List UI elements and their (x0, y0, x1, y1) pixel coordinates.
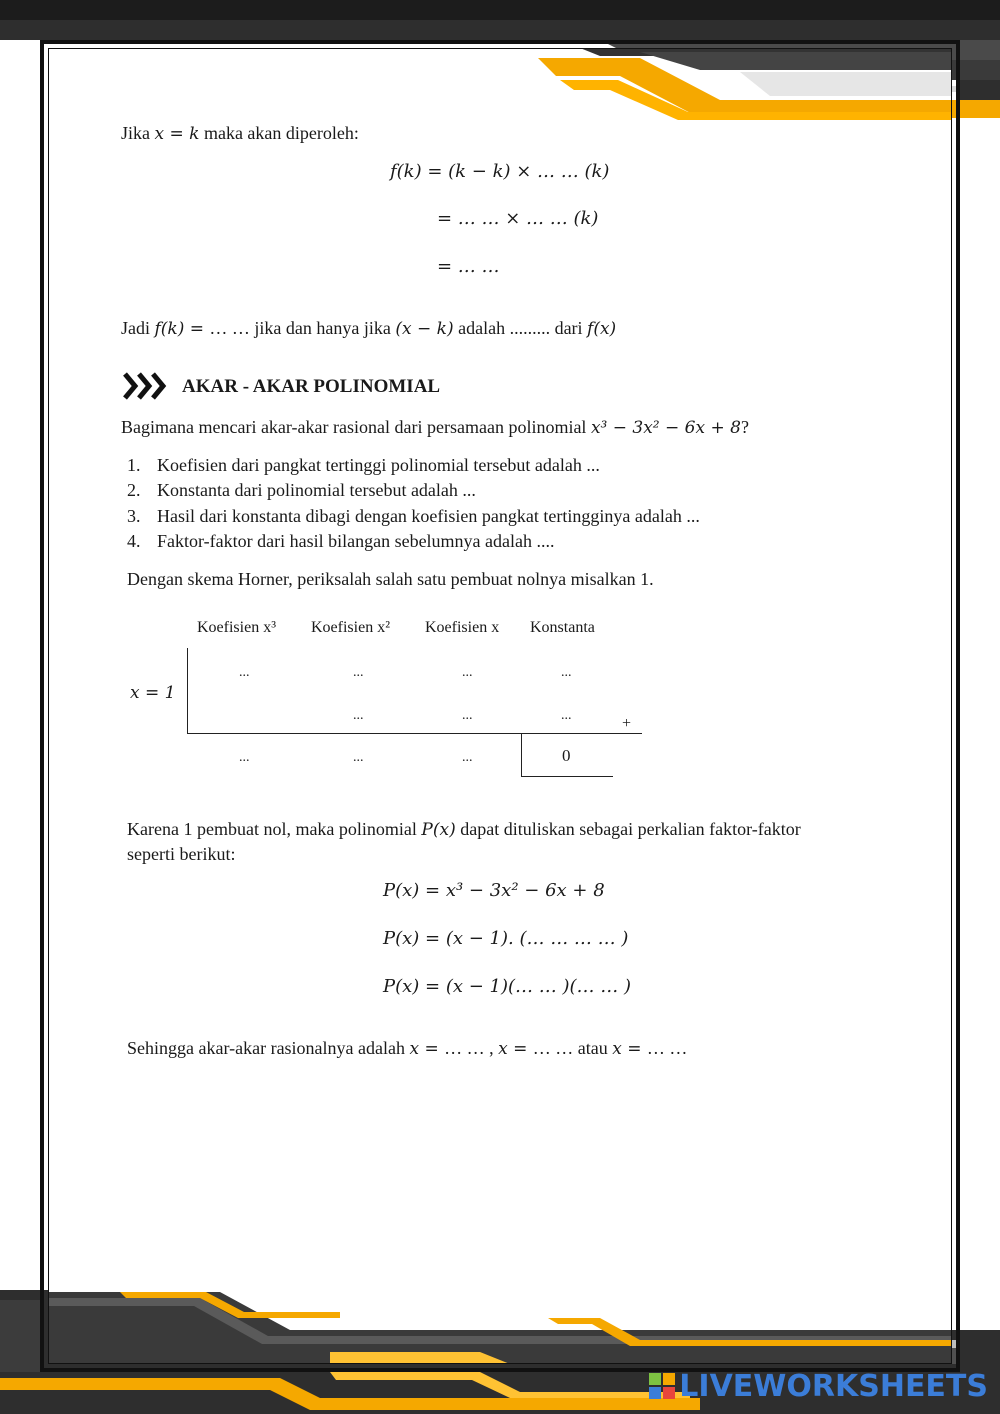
equation-px-3: P(x) = (x − 1)(… … )(… … ) (383, 976, 631, 997)
final-math-x2: x = (498, 1039, 533, 1059)
list-item-text: Faktor-faktor dari hasil bilangan sebelumnya adalah .... (157, 531, 555, 551)
conclusion-mid: adalah ......... dari (453, 318, 588, 338)
list-item-text: Koefisien dari pangkat tertinggi polinomial tersebut adalah ... (157, 455, 600, 475)
question-pre: Bagimana mencari akar-akar rasional dari persamaan polinomial (121, 417, 591, 437)
list-item-number: 3. (127, 506, 141, 526)
liveworksheets-logo-icon (649, 1373, 675, 1399)
list-item (127, 479, 476, 501)
final-math-x3: x = (612, 1039, 647, 1059)
final-line (127, 1037, 687, 1060)
final-blank-1[interactable]: … … , (444, 1038, 499, 1058)
horner-intro: Dengan skema Horner, periksalah salah satu pembuat nolnya misalkan 1. (127, 569, 654, 589)
horner-row1-cell[interactable]: ... (561, 665, 572, 680)
conclusion-math-fk: f(k) = (154, 319, 210, 339)
equation-px-2: P(x) = (x − 1). (… … … … ) (383, 928, 629, 949)
list-item (127, 454, 600, 476)
liveworksheets-logo-text: LIVEWORKSHEETS (679, 1369, 988, 1404)
factor-text-post: dapat dituliskan sebagai perkalian faktor-faktor (455, 819, 801, 839)
intro-line (121, 122, 359, 145)
intro-math: x = k (154, 124, 200, 144)
equation-fk-2: = … … × … … (k) (437, 208, 599, 229)
horner-result-cell[interactable]: ... (353, 750, 364, 765)
final-blank-2[interactable]: … … atau (532, 1038, 613, 1058)
horner-x-label: x = 1 (130, 683, 176, 703)
horner-header-constant: Konstanta (530, 619, 595, 636)
horner-row1-cell[interactable]: ... (353, 665, 364, 680)
list-item (127, 530, 555, 552)
list-item-number: 4. (127, 531, 141, 551)
horner-row1-cell[interactable]: ... (239, 665, 250, 680)
horner-vertical-line (187, 648, 188, 734)
liveworksheets-logo (649, 1369, 988, 1404)
section-title: AKAR - AKAR POLINOMIAL (182, 376, 441, 397)
conclusion-pre: Jadi (121, 318, 155, 338)
final-blank-3[interactable]: … … (646, 1038, 688, 1058)
equation-fk-3: = … … (437, 256, 500, 277)
horner-header-x3: Koefisien x³ (197, 619, 276, 636)
final-math-x1: x = (409, 1039, 445, 1059)
factor-text-line1 (127, 818, 801, 841)
list-item-text: Konstanta dari polinomial tersebut adalah ... (157, 480, 476, 500)
horner-row2-cell[interactable]: ... (561, 708, 572, 723)
conclusion-line (121, 317, 616, 340)
conclusion-math-fx: f(x) (587, 319, 617, 339)
horner-plus-sign: + (622, 715, 632, 732)
conclusion-math-factor: (x − k) (395, 319, 454, 339)
horner-result-cell[interactable]: ... (239, 750, 250, 765)
question-polynomial: x³ − 3x² − 6x + 8 (590, 418, 741, 438)
horner-result-cell[interactable]: ... (462, 750, 473, 765)
horner-horizontal-line (187, 733, 642, 734)
intro-text-pre: Jika (121, 123, 155, 143)
horner-remainder-bottom-line (521, 776, 613, 777)
factor-text-pre: Karena 1 pembuat nol, maka polinomial (127, 819, 422, 839)
equation-px-1: P(x) = x³ − 3x² − 6x + 8 (383, 880, 605, 901)
horner-header-x: Koefisien x (425, 619, 500, 636)
horner-row2-cell[interactable]: ... (462, 708, 473, 723)
list-item (127, 505, 700, 527)
horner-header-x2: Koefisien x² (311, 619, 390, 636)
factor-text-line2: seperti berikut: (127, 844, 236, 864)
intro-text-post: maka akan diperoleh: (199, 123, 359, 143)
final-pre: Sehingga akar-akar rasionalnya adalah (127, 1038, 410, 1058)
question-line (121, 416, 749, 439)
horner-row2-cell[interactable]: ... (353, 708, 364, 723)
conclusion-blank: … … jika dan hanya jika (209, 318, 396, 338)
triple-chevron-icon (123, 372, 167, 400)
horner-row1-cell[interactable]: ... (462, 665, 473, 680)
equation-fk-1: f(k) = (k − k) × … … (k) (390, 161, 610, 182)
list-item-text: Hasil dari konstanta dibagi dengan koefisien pangkat tertingginya adalah ... (157, 506, 700, 526)
list-item-number: 1. (127, 455, 141, 475)
question-post: ? (740, 417, 749, 437)
factor-text-math: P(x) (421, 820, 456, 840)
horner-remainder-left-line (521, 734, 522, 776)
list-item-number: 2. (127, 480, 141, 500)
horner-remainder: 0 (562, 746, 571, 765)
